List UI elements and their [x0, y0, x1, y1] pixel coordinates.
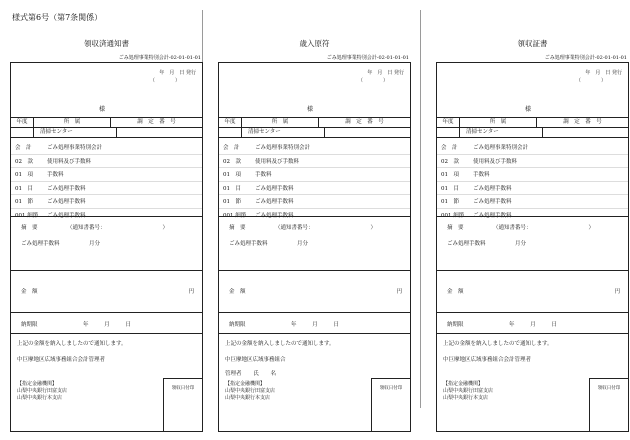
- account-name: 使用料及び手数料: [473, 158, 518, 165]
- receipt-stamp-box: [589, 378, 628, 432]
- summary-section: [219, 216, 410, 271]
- account-item-row: [219, 182, 410, 196]
- account-item-row: [219, 155, 410, 169]
- yen-unit: 円: [614, 289, 620, 295]
- fee-month: 月分: [515, 241, 527, 247]
- manager-name-line: 管理者 氏 名: [225, 371, 276, 377]
- bank-line: 山梨中央銀行田富支店: [17, 388, 68, 394]
- deadline-section: [219, 312, 410, 334]
- issue-date: 年 月 日 発行: [159, 70, 196, 76]
- account-name: 手数料: [255, 172, 272, 179]
- form-title: 歳入原符: [299, 39, 330, 48]
- issue-paren: （ ）: [575, 78, 606, 84]
- issue-date: 年 月 日 発行: [367, 70, 404, 76]
- account-name: ごみ処理事業特別会計: [255, 145, 311, 152]
- form-box: [10, 62, 203, 432]
- designated-bank: [225, 381, 275, 402]
- receipt-stamp-box: [163, 378, 202, 432]
- account-code: ごみ処理事業特別会計-02-01-01-01: [544, 55, 627, 61]
- deadline-label: 納期限: [21, 322, 38, 328]
- account-item-row: [437, 155, 628, 169]
- account-item-row: [219, 168, 410, 182]
- account-item-row: [11, 141, 202, 155]
- account-level: 01 節: [15, 199, 33, 206]
- manager-text: 中巨摩地区広域事務組合: [225, 357, 286, 363]
- bank-line: 【指定金融機関】: [17, 381, 58, 387]
- account-item-row: [11, 168, 202, 182]
- column-divider: [420, 10, 421, 408]
- stamp-label: 領収日付印: [597, 386, 621, 391]
- account-item-row: [11, 182, 202, 196]
- amount-label: 金 額: [21, 289, 38, 295]
- account-name: ごみ処理事業特別会計: [473, 145, 529, 152]
- summary-section: [437, 216, 628, 271]
- account-level: 01 目: [223, 185, 241, 192]
- bank-line: 山梨中央銀行本支店: [225, 395, 271, 401]
- summary-label: 摘 要: [229, 225, 246, 231]
- account-name: 手数料: [47, 172, 64, 179]
- account-level: 02 款: [223, 158, 241, 165]
- notice-number-label: （通知書番号：: [275, 225, 314, 231]
- fee-label: ごみ処理手数料: [229, 241, 268, 247]
- payer-honorific: 様: [525, 106, 532, 113]
- designated-bank: [17, 381, 67, 402]
- fee-month: 月分: [89, 241, 101, 247]
- notice-number-label: （通知書番号：: [493, 225, 532, 231]
- notice-text: 上記の金額を納入しましたので通知します。: [225, 341, 335, 347]
- amount-label: 金 額: [447, 289, 464, 295]
- fiscal-year-cell: [437, 128, 460, 137]
- account-name: ごみ処理手数料: [255, 212, 294, 219]
- account-name: ごみ処理手数料: [47, 185, 86, 192]
- form-title: 領収証書: [517, 39, 548, 48]
- assessment-number-header: 調 定 番 号: [563, 119, 602, 125]
- account-name: 使用料及び手数料: [47, 158, 92, 165]
- fee-label: ごみ処理手数料: [447, 241, 486, 247]
- assessment-number-header: 調 定 番 号: [345, 119, 384, 125]
- account-item-row: [437, 195, 628, 209]
- account-item-row: [219, 195, 410, 209]
- notice-number-close: ）: [370, 225, 376, 231]
- department-value: 清掃センター: [34, 128, 117, 137]
- fiscal-year-header: 年度: [437, 118, 460, 127]
- account-level: 001 細節: [441, 212, 465, 219]
- deadline-date: 年 月 日: [509, 322, 557, 328]
- account-item-row: [437, 141, 628, 155]
- account-name: ごみ処理手数料: [47, 212, 86, 219]
- department-value: 清掃センター: [460, 128, 543, 137]
- department-header: 所 属: [242, 118, 319, 127]
- deadline-date: 年 月 日: [83, 322, 131, 328]
- amount-section: [437, 270, 628, 313]
- fiscal-year-header: 年度: [219, 118, 242, 127]
- account-name: ごみ処理手数料: [473, 185, 512, 192]
- account-level: 001 細節: [223, 212, 247, 219]
- stamp-label: 領収日付印: [379, 386, 403, 391]
- deadline-date: 年 月 日: [291, 322, 339, 328]
- notice-number-close: ）: [162, 225, 168, 231]
- notice-number-label: （通知書番号：: [67, 225, 106, 231]
- fiscal-year-cell: [219, 128, 242, 137]
- account-name: ごみ処理手数料: [473, 199, 512, 206]
- manager-text: 中巨摩地区広域事務組合会計管理者: [17, 357, 106, 363]
- summary-label: 摘 要: [447, 225, 464, 231]
- department-header: 所 属: [460, 118, 537, 127]
- account-level: 01 節: [441, 199, 459, 206]
- account-code: ごみ処理事業特別会計-02-01-01-01: [118, 55, 201, 61]
- account-level: 会 計: [15, 145, 32, 152]
- account-level: 01 項: [15, 172, 33, 179]
- deadline-label: 納期限: [229, 322, 246, 328]
- account-level: 会 計: [441, 145, 458, 152]
- account-name: ごみ処理手数料: [255, 199, 294, 206]
- header-table: [437, 117, 628, 138]
- account-level: 02 款: [15, 158, 33, 165]
- amount-label: 金 額: [229, 289, 246, 295]
- stamp-label: 領収日付印: [171, 386, 195, 391]
- account-item-row: [11, 155, 202, 169]
- amount-section: [219, 270, 410, 313]
- account-item-row: [11, 195, 202, 209]
- form-box: [436, 62, 629, 432]
- account-level: 01 項: [441, 172, 459, 179]
- account-level: 会 計: [223, 145, 240, 152]
- account-code: ごみ処理事業特別会計-02-01-01-01: [326, 55, 409, 61]
- bank-line: 山梨中央銀行田富支店: [225, 388, 276, 394]
- form-title: 領収済通知書: [84, 39, 129, 48]
- department-header: 所 属: [34, 118, 111, 127]
- account-items: [11, 141, 202, 221]
- fee-month: 月分: [297, 241, 309, 247]
- account-item-row: [437, 182, 628, 196]
- fiscal-year-header: 年度: [11, 118, 34, 127]
- deadline-section: [437, 312, 628, 334]
- account-name: 手数料: [473, 172, 490, 179]
- assessment-number-header: 調 定 番 号: [137, 119, 176, 125]
- fiscal-year-cell: [11, 128, 34, 137]
- deadline-label: 納期限: [447, 322, 464, 328]
- header-table: [219, 117, 410, 138]
- bank-line: 【指定金融機関】: [443, 381, 484, 387]
- amount-section: [11, 270, 202, 313]
- form-box: [218, 62, 411, 432]
- account-name: ごみ処理手数料: [47, 199, 86, 206]
- designated-bank: [443, 381, 493, 402]
- fee-label: ごみ処理手数料: [21, 241, 60, 247]
- issue-paren: （ ）: [149, 78, 180, 84]
- account-level: 01 節: [223, 199, 241, 206]
- account-name: ごみ処理事業特別会計: [47, 145, 103, 152]
- issue-date: 年 月 日 発行: [585, 70, 622, 76]
- department-value: 清掃センター: [242, 128, 325, 137]
- bank-line: 山梨中央銀行本支店: [17, 395, 63, 401]
- account-level: 001 細節: [15, 212, 39, 219]
- account-item-row: [219, 141, 410, 155]
- payer-honorific: 様: [307, 106, 314, 113]
- notice-number-close: ）: [588, 225, 594, 231]
- notice-text: 上記の金額を納入しましたので通知します。: [443, 341, 553, 347]
- account-item-row: [437, 168, 628, 182]
- payer-honorific: 様: [99, 106, 106, 113]
- account-name: 使用料及び手数料: [255, 158, 300, 165]
- account-items: [219, 141, 410, 221]
- bank-line: 【指定金融機関】: [225, 381, 266, 387]
- yen-unit: 円: [188, 289, 194, 295]
- receipt-stamp-box: [371, 378, 410, 432]
- notice-text: 上記の金額を納入しましたので通知します。: [17, 341, 127, 347]
- bank-line: 山梨中央銀行本支店: [443, 395, 489, 401]
- account-name: ごみ処理手数料: [473, 212, 512, 219]
- bank-line: 山梨中央銀行田富支店: [443, 388, 494, 394]
- manager-text: 中巨摩地区広域事務組合会計管理者: [443, 357, 532, 363]
- account-level: 02 款: [441, 158, 459, 165]
- account-name: ごみ処理手数料: [255, 185, 294, 192]
- account-items: [437, 141, 628, 221]
- issue-paren: （ ）: [357, 78, 388, 84]
- summary-label: 摘 要: [21, 225, 38, 231]
- account-level: 01 項: [223, 172, 241, 179]
- header-table: [11, 117, 202, 138]
- account-level: 01 目: [441, 185, 459, 192]
- form-label: 様式第6号（第7条関係）: [12, 13, 103, 22]
- account-level: 01 目: [15, 185, 33, 192]
- yen-unit: 円: [396, 289, 402, 295]
- deadline-section: [11, 312, 202, 334]
- summary-section: [11, 216, 202, 271]
